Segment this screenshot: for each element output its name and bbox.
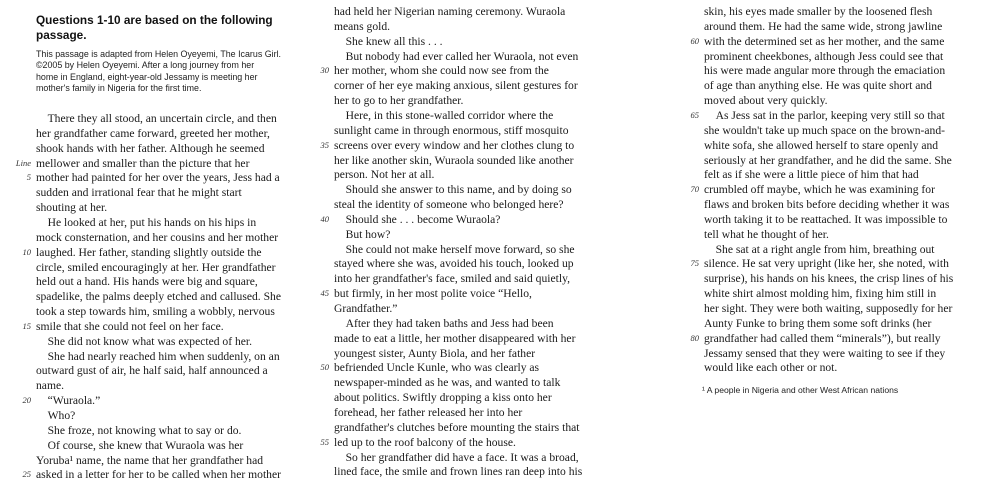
- passage-line: Aunty Funke to bring them some soft drinks (her: [704, 316, 932, 330]
- passage-line: She did not know what was expected of her.: [36, 334, 253, 348]
- passage-line: surprise), his hands on his knees, the crisp lines of his: [704, 272, 954, 286]
- footnote: ¹ A people in Nigeria and other West African nations: [702, 385, 899, 396]
- passage-line: of age than anything else. He was quite short and: [704, 79, 932, 93]
- passage-line: outward gust of air, he half said, half announced a: [36, 364, 268, 378]
- passage-line: worth taking it to be reattached. It was impossible to: [704, 212, 948, 226]
- line-number: 70: [690, 184, 699, 195]
- line-number: 10: [22, 246, 31, 257]
- passage-line: newspaper-minded as he was, and wanted to talk: [334, 376, 561, 390]
- intro-line: mother's family in Nigeria for the first time.: [36, 82, 202, 93]
- intro-line: ©2005 by Helen Oyeyemi. After a long journey from her: [36, 60, 255, 71]
- line-number: Line: [15, 157, 31, 168]
- intro-line: home in England, eight-year-old Jessamy is meeting her: [36, 71, 258, 82]
- passage-line: his were made angular more through the emaciation: [704, 64, 946, 78]
- passage-line: Jessamy sensed that they were waiting to see if they: [704, 346, 946, 360]
- line-number: 45: [320, 288, 329, 299]
- passage-line: about politics. Swiftly dropping a kiss onto her: [334, 391, 552, 405]
- passage-line: shook hands with her father. Although he seemed: [36, 141, 265, 155]
- line-number: 55: [320, 436, 329, 447]
- passage-line: befriended Uncle Kunle, who was clearly as: [334, 361, 540, 375]
- passage-line: laughed. Her father, standing slightly outside the: [36, 245, 262, 259]
- passage-line: smile that she could not feel on her face.: [36, 319, 224, 333]
- passage-line: with the determined set as her mother, and the same: [704, 34, 945, 48]
- passage-line: her to go to her grandfather.: [334, 94, 464, 108]
- passage-line: Here, in this stone-walled corridor where the: [334, 108, 554, 122]
- passage-line: “Wuraola.”: [36, 394, 101, 408]
- passage-line: screens over every window and her clothes clung to: [334, 138, 575, 152]
- passage-intro: [36, 49, 326, 94]
- line-number: 15: [22, 320, 31, 331]
- passage-line: lined face, the smile and frown lines ran deep into his: [334, 465, 583, 479]
- passage-line: She froze, not knowing what to say or do.: [36, 423, 242, 437]
- line-number: 80: [690, 332, 699, 343]
- passage-line: took a step towards him, smiling a wobbly, nervous: [36, 305, 275, 319]
- passage-line: flaws and broken bits before deciding whether it was: [704, 198, 950, 212]
- passage-line: steal the identity of someone who belonged here?: [334, 198, 564, 212]
- passage-line: into her grandfather's face, smiled and said quietly,: [334, 272, 571, 286]
- line-number: 5: [26, 172, 31, 183]
- passage-line: forehead, her father released her into her: [334, 405, 523, 419]
- passage-line: Who?: [36, 409, 76, 422]
- passage-line: grandfather's clutches before mounting the stairs that: [334, 420, 580, 434]
- passage-line: mother had painted for her over the years, Jess had a: [36, 171, 280, 185]
- line-number: 65: [690, 109, 699, 120]
- passage-line: around them. He had the same wide, strong jawline: [704, 19, 943, 33]
- question-heading: Questions 1-10 are based on the following passage.: [36, 13, 273, 42]
- passage-line: felt as if she were a little piece of him that had: [704, 168, 919, 182]
- passage-line: white sofa, she allowed herself to stare openly and: [704, 138, 939, 152]
- line-number: 20: [22, 395, 31, 406]
- line-number: 40: [320, 213, 329, 224]
- passage-line: crumbled off maybe, which he was examining for: [704, 183, 935, 197]
- passage-line: Grandfather.”: [334, 302, 398, 315]
- passage-line: shouting at her.: [36, 201, 108, 215]
- passage-line: seriously at her grandfather, and he did the same. She: [704, 153, 952, 167]
- passage-line: She could not make herself move forward, so she: [334, 242, 575, 256]
- line-number: 50: [320, 362, 329, 373]
- passage-line: skin, his eyes made smaller by the loosened flesh: [704, 5, 933, 18]
- passage-line: had held her Nigerian naming ceremony. Wuraola: [334, 5, 566, 18]
- passage-line: but firmly, in her most polite voice “Hello,: [334, 287, 532, 301]
- passage-line: youngest sister, Aunty Biola, and her father: [334, 346, 536, 360]
- passage-line: made to eat a little, her mother disappeared with her: [334, 331, 576, 345]
- line-number: 75: [690, 258, 699, 269]
- line-number: 35: [320, 139, 329, 150]
- intro-line: This passage is adapted from Helen Oyeyemi, The Icarus Girl.: [36, 49, 281, 59]
- passage-line: corner of her eye making anxious, silent gestures for: [334, 79, 578, 93]
- passage-line: So her grandfather did have a face. It was a broad,: [334, 450, 579, 464]
- passage-line: As Jess sat in the parlor, keeping very still so that: [704, 108, 945, 122]
- passage-line: Should she . . . become Wuraola?: [334, 212, 501, 226]
- passage-line: her sight. They were both waiting, supposedly for her: [704, 302, 953, 315]
- passage-line: white shirt almost molding him, fixing him still in: [704, 287, 937, 301]
- passage-line: prominent cheekbones, although Jess could see that: [704, 49, 944, 63]
- passage-line: She sat at a right angle from him, breathing out: [704, 242, 935, 256]
- passage-line: mock consternation, and her cousins and her mother: [36, 230, 279, 244]
- passage-line: her like another skin, Wuraola sounded like another: [334, 153, 574, 167]
- passage-line: sudden and irrational fear that he might start: [36, 186, 242, 200]
- passage-line: asked in a letter for her to be called when her mother: [36, 468, 281, 482]
- passage-line: would like each other or not.: [704, 361, 838, 375]
- passage-line: name.: [36, 379, 65, 393]
- passage-line: circle, smiled encouragingly at her. Her grandfather: [36, 260, 276, 274]
- passage-line: her grandfather came forward, greeted her mother,: [36, 126, 270, 140]
- passage-line: she wouldn't take up much space on the brown-and-: [704, 123, 945, 137]
- passage-line: Yoruba¹ name, the name that her grandfather had: [36, 453, 264, 467]
- passage-line: moved about very quickly.: [704, 94, 828, 108]
- passage-line: She had nearly reached him when suddenly, on an: [36, 349, 280, 363]
- passage-line: sunlight came in through enormous, stiff mosquito: [334, 123, 569, 137]
- passage-line: He looked at her, put his hands on his hips in: [36, 215, 257, 229]
- passage-line: She knew all this . . .: [334, 34, 443, 48]
- passage-line: After they had taken baths and Jess had been: [334, 316, 554, 330]
- passage-line: Of course, she knew that Wuraola was her: [36, 438, 244, 452]
- passage-line: silence. He sat very upright (like her, she noted, with: [704, 257, 949, 271]
- passage-line: grandfather had called them “minerals”), but really: [704, 331, 941, 345]
- passage-line: tell what he thought of her.: [704, 227, 829, 241]
- passage-line: Should she answer to this name, and by doing so: [334, 183, 572, 197]
- passage-line: mellower and smaller than the picture that her: [36, 156, 250, 170]
- passage-line: But how?: [334, 227, 391, 241]
- passage-line: means gold.: [334, 19, 391, 33]
- passage-line: person. Not her at all.: [334, 168, 435, 182]
- passage-line: held out a hand. His hands were big and square,: [36, 275, 258, 289]
- passage-line: spadelike, the palms deeply etched and callused. She: [36, 290, 281, 304]
- passage-line: There they all stood, an uncertain circle, and then: [36, 112, 277, 125]
- passage-line: led up to the roof balcony of the house.: [334, 435, 516, 449]
- line-number: 30: [320, 65, 329, 76]
- passage-line: But nobody had ever called her Wuraola, not even: [334, 49, 579, 63]
- passage-line: stayed where she was, avoided his touch, looked up: [334, 257, 574, 271]
- line-number: 25: [22, 469, 31, 480]
- line-number: 60: [690, 35, 699, 46]
- passage-line: her mother, whom she could now see from the: [334, 64, 549, 78]
